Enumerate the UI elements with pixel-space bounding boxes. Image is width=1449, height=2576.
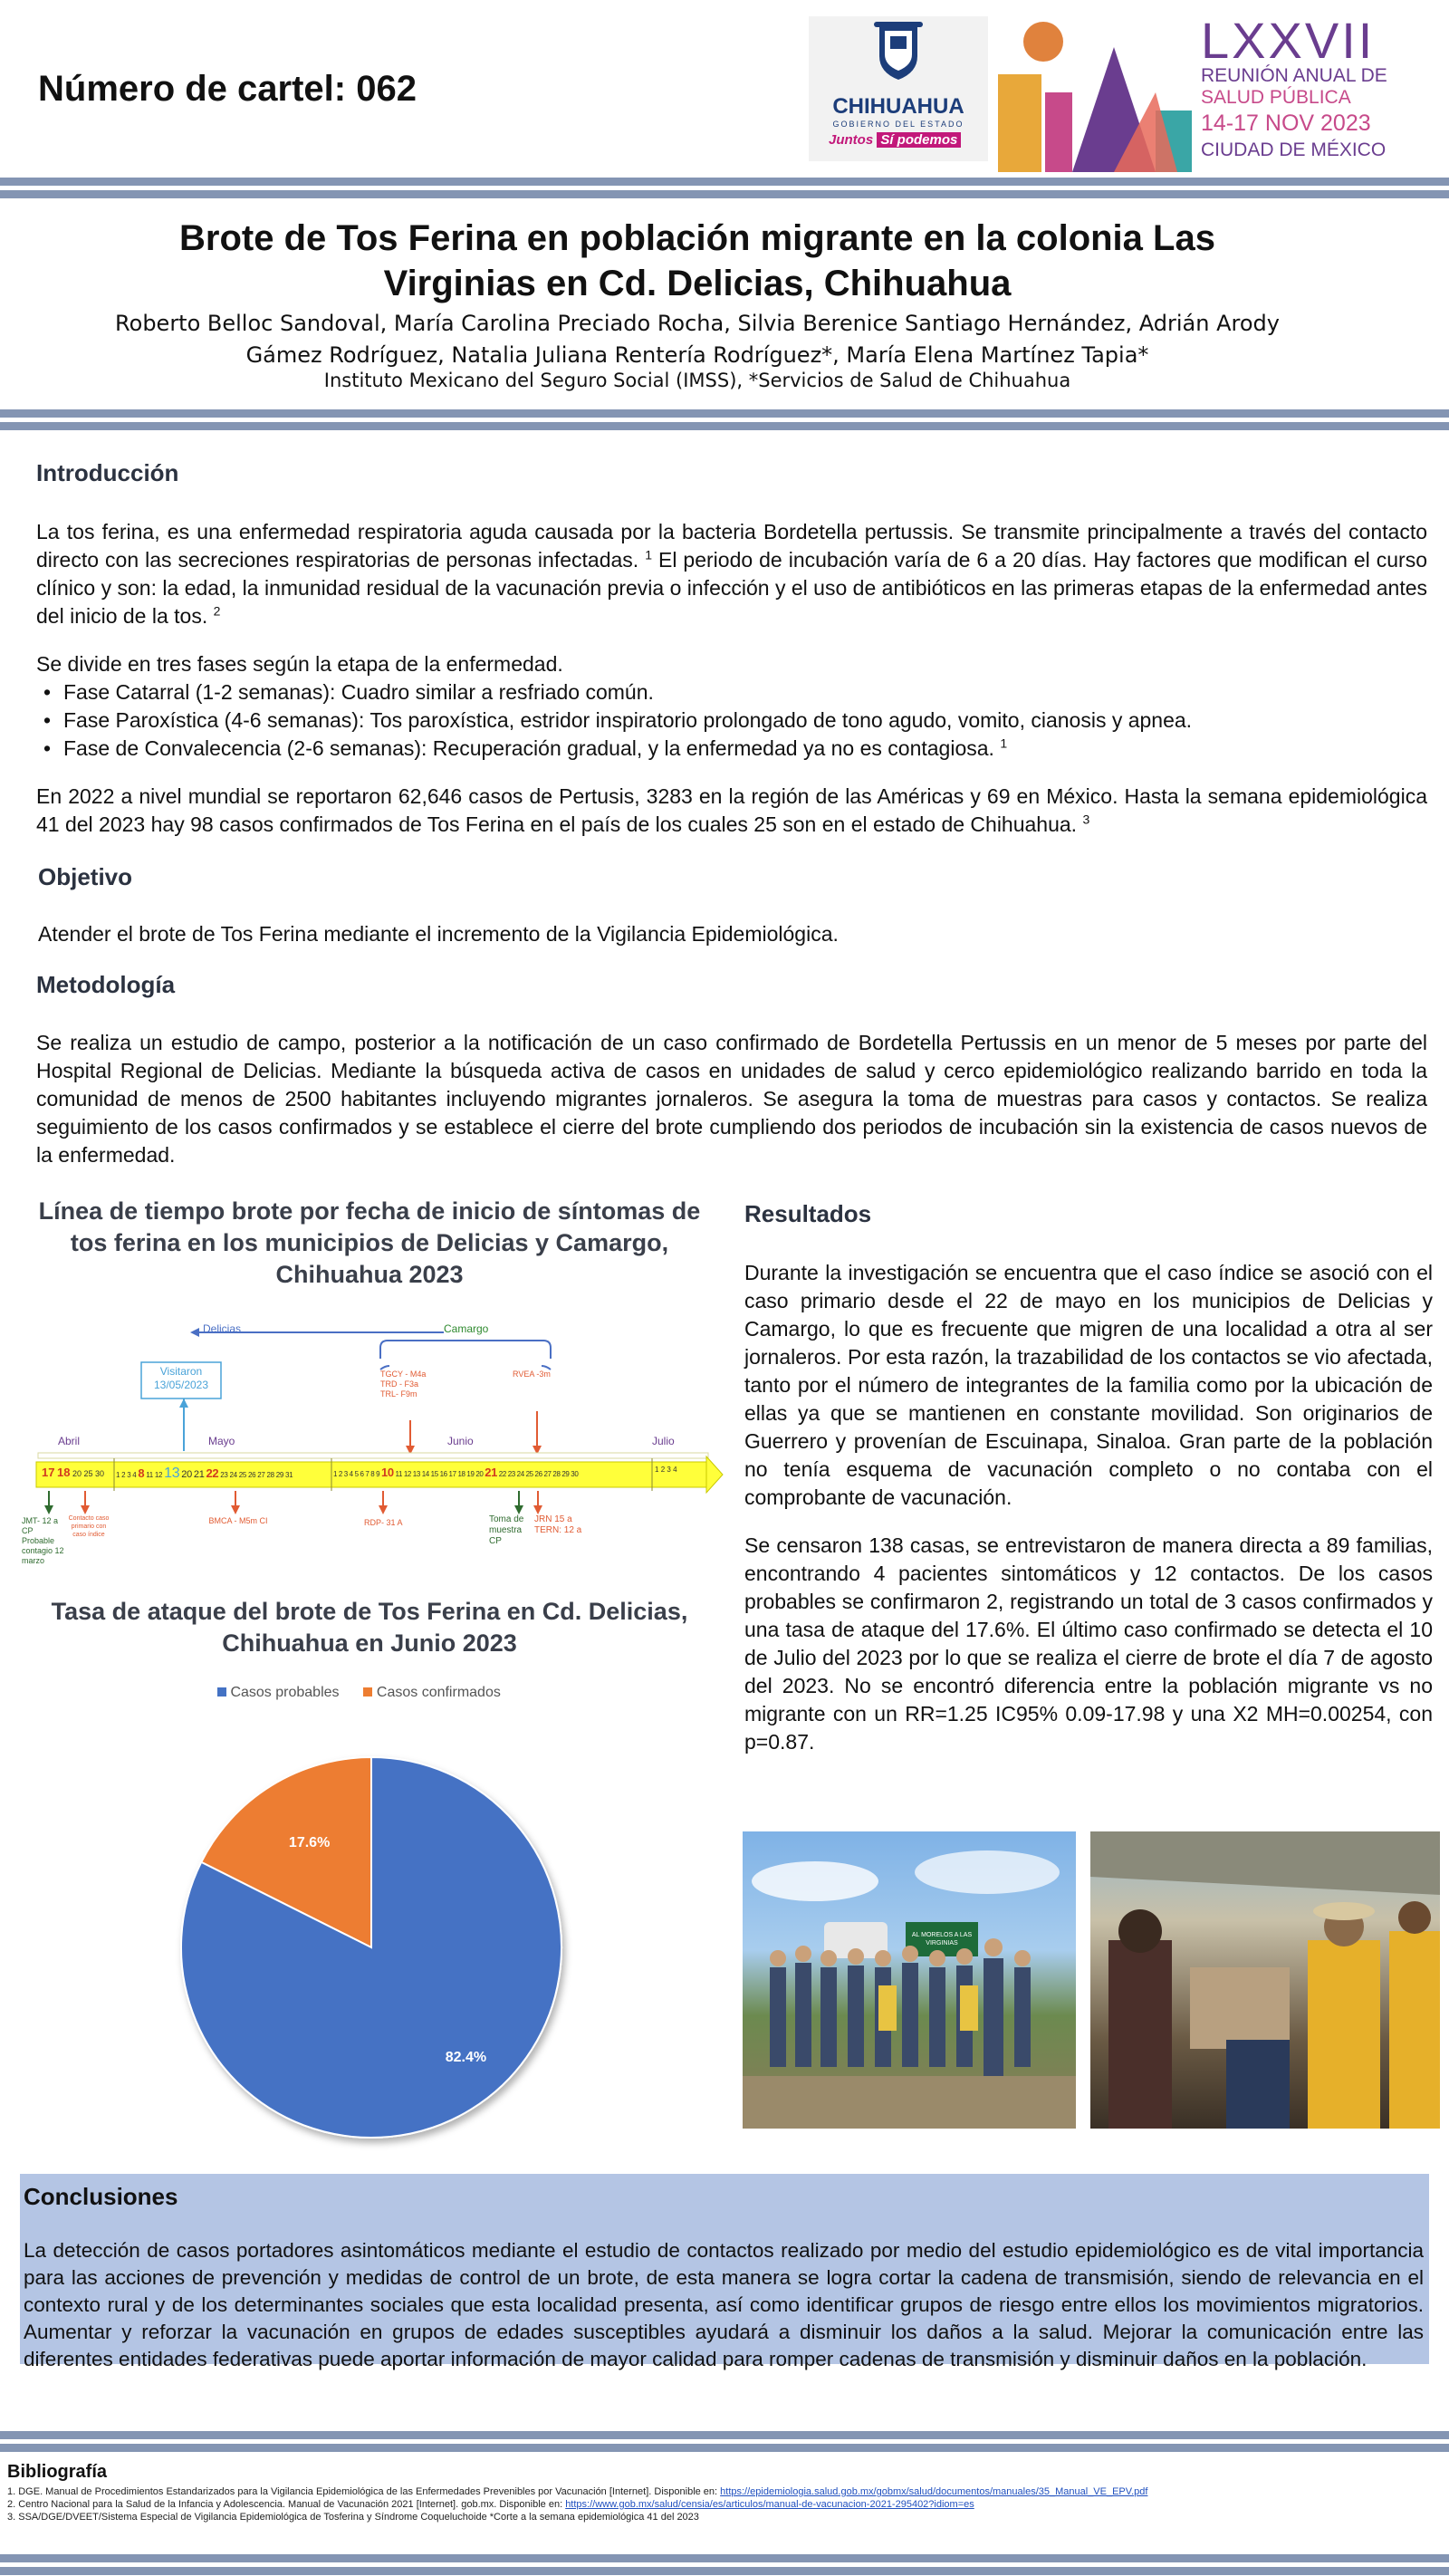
phase-item <box>36 735 1427 763</box>
timeline-note-group <box>380 1370 426 1399</box>
day-label: 3 <box>667 1466 671 1474</box>
divider-band <box>0 2431 1449 2452</box>
authors-line-1: Roberto Belloc Sandoval, María Carolina Preciado Rocha, Silvia Berenice Santiago Hernández, Adrián Arody <box>115 311 1280 336</box>
note-rdp: RDP- 31 A <box>364 1518 403 1527</box>
day-label: 8 <box>138 1466 145 1480</box>
day-label: 19 <box>466 1470 475 1478</box>
legend-swatch-confirmados <box>363 1687 372 1697</box>
intro-p1: La tos ferina, es una enfermedad respiratoria aguda causada por la bacteria Bordetella pertussis. Se transmite principalmente a través del contacto directo con las secreciones respiratorias de personas infectadas. <box>36 520 1427 572</box>
day-label: 6 <box>360 1470 364 1478</box>
month-abril: Abril <box>58 1435 81 1447</box>
day-label: 3 <box>343 1470 348 1478</box>
day-label: 15 <box>430 1470 438 1478</box>
note-tgcy: TGCY - M4a <box>380 1370 427 1379</box>
chihuahua-logo-slogan <box>829 132 964 152</box>
arrow-down-icon <box>379 1505 388 1514</box>
day-label: 13 <box>412 1470 420 1478</box>
event-logo <box>996 11 1440 174</box>
objective-heading: Objetivo <box>38 863 133 890</box>
conclusions-box <box>20 2174 1429 2370</box>
day-label: 25 <box>238 1471 247 1479</box>
day-label: 16 <box>439 1470 447 1478</box>
results-p2: Se censaron 138 casas, se entrevistaron de manera directa a 89 familias, encontrando 4 pacientes sintomáticos y 12 contactos. De los casos probables se confirmaron 2, registrando un total de 3 casos confirmados y una tasa de ataque del 17.6%. El último caso confirmado se detecta el 10 de Julio del 2023 por lo que se realiza el cierre de brote el día 7 de agosto del 2023. No se encontró diferencia entre la población migrante vs no migrante con un RR=1.25 IC95% 0.09-17.98 y una X2 MH=0.00254, con p=0.87. <box>744 1533 1433 1754</box>
arrow-down-icon <box>231 1505 240 1514</box>
day-label: 28 <box>266 1471 274 1479</box>
note-jmt: JMT- 12 a CP Probable contagio 12 marzo <box>22 1516 64 1565</box>
timeline-delicias: Delicias <box>203 1322 242 1335</box>
results-body <box>744 1259 1433 1776</box>
day-label: 5 <box>354 1470 359 1478</box>
day-label: 4 <box>349 1470 353 1478</box>
bibliography-list <box>7 2485 1147 2523</box>
day-label: 2 <box>338 1470 342 1478</box>
bib-link[interactable]: https://www.gob.mx/salud/censia/es/articulos/manual-de-vacunacion-2021-295402?idiom=es <box>565 2499 974 2510</box>
day-label: 11 <box>395 1470 403 1478</box>
month-julio: Julio <box>652 1435 675 1447</box>
day-label: 1 <box>116 1471 120 1479</box>
ref-mark: 1 <box>1000 735 1008 751</box>
divider-band <box>0 178 1449 198</box>
day-label: 25 <box>83 1469 93 1478</box>
month-junio: Junio <box>447 1435 474 1447</box>
day-label: 20 <box>181 1469 192 1480</box>
conclusions-heading: Conclusiones <box>24 2183 178 2210</box>
event-roman: LXXVII <box>1201 12 1376 69</box>
legend-label-confirmados: Casos confirmados <box>376 1685 501 1700</box>
day-label: 23 <box>220 1471 228 1479</box>
arrow-head-icon <box>190 1328 199 1337</box>
results-heading: Resultados <box>744 1200 872 1227</box>
intro-p1b: El periodo de incubación varía de 6 a 20 días. Hay factores que modifican el curso clínico y son: la edad, la inmunidad residual de la vacunación previa o infección y el uso de antibióticos en las primeras etapas de la enfermedad antes del inicio de la tos. <box>36 548 1428 628</box>
day-label: 8 <box>370 1470 375 1478</box>
title-line-1: Brote de Tos Ferina en población migrante en la colonia Las <box>179 218 1215 258</box>
methods-heading: Metodología <box>36 971 176 998</box>
chihuahua-logo-name: CHIHUAHUA <box>832 94 964 119</box>
intro-p3: En 2022 a nivel mundial se reportaron 62,646 casos de Pertusis, 3283 en la región de las Américas y 69 en México. Hasta la semana epidemiológica 41 del 2023 hay 98 casos confirmados de Tos Ferina en el país de los cuales 25 son en el estado de Chihuahua. <box>36 784 1427 836</box>
divider-band <box>0 409 1449 430</box>
title-line-2: Virginias en Cd. Delicias, Chihuahua <box>383 264 1012 303</box>
methods-text: Se realiza un estudio de campo, posterior a la notificación de un caso confirmado de Bordetella Pertussis en un menor de 5 meses por parte del Hospital Regional de Delicias. Mediante la búsqueda activa de casos en unidades de salud y cerco epidemiológico realizando barrido en toda la comunidad de menos de 2500 habitantes incluyendo migrantes jornaleros. Se asegura la toma de muestras para casos y contactos. Se realiza seguimiento de los casos confirmados y se establece el cierre del brote cumpliendo dos periodos de incubación sin la existencia de casos nuevos de la enfermedad. <box>36 1031 1427 1167</box>
pie-data-label: 17.6% <box>288 1835 331 1851</box>
day-label: 20 <box>475 1470 484 1478</box>
day-label: 2 <box>660 1466 666 1474</box>
pie-data-label: 82.4% <box>445 2050 487 2066</box>
day-label: 14 <box>421 1470 429 1478</box>
intro-paragraph-1 <box>36 518 1427 630</box>
chihuahua-logo <box>809 16 988 161</box>
day-label: 29 <box>275 1471 284 1479</box>
arrow-down-icon <box>514 1505 523 1514</box>
note-trl: TRL- F9m <box>380 1389 417 1399</box>
bibliography-heading: Bibliografía <box>7 2462 108 2482</box>
timeline-figure <box>18 1313 724 1565</box>
bib-ref-2 <box>7 2498 1147 2511</box>
day-label: 26 <box>534 1470 542 1478</box>
event-line4: CIUDAD DE MÉXICO <box>1201 139 1387 160</box>
legend-swatch-probables <box>217 1687 226 1697</box>
field-team-photo <box>743 1831 1076 2129</box>
arrow-down-icon <box>533 1505 542 1514</box>
day-label: 23 <box>507 1470 515 1478</box>
authors-line-2: Gámez Rodríguez, Natalia Juliana Rentería Rodríguez*, María Elena Martínez Tapia* <box>245 342 1149 368</box>
note-trd: TRD - F3a <box>380 1379 419 1389</box>
bib-ref-text: 1. DGE. Manual de Procedimientos Estandarizados para la Vigilancia Epidemiológica de las Enfermedades Prevenibles por Vacunación [Internet]. Disponible en: <box>7 2486 721 2497</box>
phase-item: • Fase Catarral (1-2 semanas): Cuadro similar a resfriado común. <box>36 678 1427 706</box>
timeline-title: Línea de tiempo brote por fecha de inicio de síntomas de tos ferina en los municipios de Delicias y Camargo, Chihuahua 2023 <box>38 1197 701 1288</box>
authors <box>72 308 1322 371</box>
bib-ref-3: 3. SSA/DGE/DVEET/Sistema Especial de Vigilancia Epidemiológica de Tosferina y Síndrome Coqueluchoide *Corte a la semana epidemiológica 41 del 2023 <box>7 2512 699 2523</box>
divider-band <box>0 2554 1449 2575</box>
day-label: 25 <box>525 1470 533 1478</box>
conclusions-text: La detección de casos portadores asintomáticos mediante el estudio de contactos realizado por medio del estudio epidemiológico es de vital importancia para las acciones de prevención y medidas de control de un brote, de esta manera se logra cortar la cadena de transmisión, siendo de relevancia en el contexto rural y de los determinantes sociales que esta localidad presenta, así como identificar grupos de riesgo entre ellos los movimientos migratorios. Aumentar y reforzar la vacunación en grupos de edades susceptibles ayudará a disminuir los daños a la salud. Mejorar la comunicación entre las diferentes entidades federativas puede aportar información de mayor calidad para romper cadenas de transmisión y disminuir daños en la población. <box>24 2239 1424 2370</box>
day-label: 22 <box>206 1466 219 1480</box>
chihuahua-logo-sub: GOBIERNO DEL ESTADO <box>832 120 964 129</box>
day-label: 11 <box>146 1471 153 1479</box>
day-label: 7 <box>365 1470 369 1478</box>
day-label: 1 <box>655 1466 659 1474</box>
arrow-down-icon <box>44 1505 53 1514</box>
interview-photo-illustration <box>1090 1831 1440 2129</box>
days-junio <box>333 1466 652 1479</box>
day-label: 24 <box>516 1470 524 1478</box>
timeline-camargo: Camargo <box>444 1322 489 1335</box>
slogan-b: Sí podemos <box>877 132 961 148</box>
ref-mark: 1 <box>645 547 652 562</box>
timeline-visit: Visitaron 13/05/2023 <box>153 1365 209 1391</box>
day-label: 24 <box>229 1471 237 1479</box>
event-line3: 14-17 NOV 2023 <box>1201 111 1371 136</box>
legend-label-probables: Casos probables <box>230 1685 340 1700</box>
pie-chart <box>163 1739 580 2156</box>
day-label: 12 <box>403 1470 411 1478</box>
pie-legend <box>217 1685 501 1701</box>
pie-title: Tasa de ataque del brote de Tos Ferina en Cd. Delicias, Chihuahua en Junio 2023 <box>51 1598 688 1657</box>
bib-ref-1 <box>7 2485 1147 2498</box>
note-jrn: JRN 15 a TERN: 12 a <box>534 1514 582 1535</box>
day-label: 18 <box>457 1470 465 1478</box>
note-contact: Contacto caso primario con caso índice <box>68 1515 110 1538</box>
bib-link[interactable]: https://epidemiologia.salud.gob.mx/gobmx/salud/documentos/manuales/35_Manual_VE_EPV.pdf <box>720 2486 1148 2497</box>
day-label: 27 <box>543 1470 552 1478</box>
note-toma: Toma de muestra CP <box>489 1514 524 1546</box>
poster-number: Número de cartel: 062 <box>38 69 417 109</box>
slogan-a: Juntos <box>829 132 874 148</box>
day-label: 1 <box>333 1470 338 1478</box>
day-label: 28 <box>552 1470 561 1478</box>
intro-p2: Se divide en tres fases según la etapa de la enfermedad. <box>36 652 563 676</box>
month-mayo: Mayo <box>208 1435 235 1447</box>
day-label: 29 <box>561 1470 570 1478</box>
event-line1: REUNIÓN ANUAL DE <box>1201 65 1387 86</box>
day-label: 30 <box>95 1469 105 1478</box>
road-sign-text: AL MORELOS A LAS VIRGINIAS <box>911 1932 973 1946</box>
day-label: 20 <box>72 1469 82 1478</box>
days-mayo <box>116 1466 331 1482</box>
field-interview-photo <box>1090 1831 1440 2129</box>
day-label: 31 <box>285 1471 293 1479</box>
intro-body <box>36 518 1427 859</box>
event-line2: SALUD PÚBLICA <box>1201 87 1351 108</box>
ref-mark: 2 <box>213 603 221 619</box>
phase-list <box>36 678 1427 763</box>
bib-ref-text: 2. Centro Nacional para la Salud de la Infancia y Adolescencia. Manual de Vacunación 2021 [Internet]. gob.mx. Disponible en: <box>7 2499 566 2510</box>
note-rvea: RVEA -3m <box>513 1370 551 1379</box>
day-label: 13 <box>164 1466 180 1481</box>
day-label: 2 <box>121 1471 126 1479</box>
days-abril <box>42 1466 114 1479</box>
day-label: 30 <box>571 1470 579 1478</box>
day-label: 22 <box>498 1470 506 1478</box>
days-julio <box>655 1466 705 1474</box>
camargo-bracket <box>380 1341 551 1357</box>
day-label: 21 <box>485 1466 497 1479</box>
event-graphic-icon <box>996 11 1195 174</box>
phase-item-text: Fase de Convalecencia (2-6 semanas): Recuperación gradual, y la enfermedad ya no es contagiosa. <box>63 736 994 760</box>
timeline-arrow-head <box>706 1456 723 1493</box>
day-label: 18 <box>56 1466 71 1479</box>
note-bmca: BMCA - M5m CI <box>208 1516 268 1525</box>
team-photo-illustration <box>743 1831 1076 2129</box>
phase-item: • Fase Paroxística (4-6 semanas): Tos paroxística, estridor inspiratorio prolongado de tono agudo, vomito, cianosis y apnea. <box>36 706 1427 735</box>
day-label: 4 <box>673 1466 677 1474</box>
day-label: 3 <box>127 1471 131 1479</box>
institution: Instituto Mexicano del Seguro Social (IMSS), *Servicios de Salud de Chihuahua <box>323 370 1071 391</box>
day-label: 12 <box>154 1471 163 1479</box>
day-label: 27 <box>257 1471 265 1479</box>
poster-title <box>72 216 1322 306</box>
arrow-up-icon <box>179 1399 188 1408</box>
objective-text: Atender el brote de Tos Ferina mediante el incremento de la Vigilancia Epidemiológica. <box>38 922 839 946</box>
day-label: 4 <box>132 1471 137 1479</box>
day-label: 9 <box>376 1470 380 1478</box>
ref-mark: 3 <box>1082 812 1090 827</box>
arrow-down-icon <box>81 1505 90 1514</box>
results-p1: Durante la investigación se encuentra que el caso índice se asoció con el caso primario desde el 22 de mayo en los municipios de Delicias y Camargo, lo que es frecuente que migren de una localidad a otra al ser jornaleros. Por esta razón, la trazabilidad de los contactos se vio afectada, tanto por el número de integrantes de la familia como por la ubicación de ellas ya que se mantienen en constante movilidad. Son originarios de Guerrero y provenían de Escuinapa, Sinaloa. Gran parte de la población no tenía esquema de vacunación completo o no contaba con el comprobante de vacunación. <box>744 1261 1433 1509</box>
day-label: 17 <box>42 1466 55 1479</box>
intro-paragraph-3 <box>36 783 1427 839</box>
intro-heading: Introducción <box>36 459 179 486</box>
day-label: 10 <box>381 1466 394 1479</box>
day-label: 26 <box>248 1471 256 1479</box>
day-label: 21 <box>193 1469 205 1480</box>
day-label: 17 <box>448 1470 456 1478</box>
